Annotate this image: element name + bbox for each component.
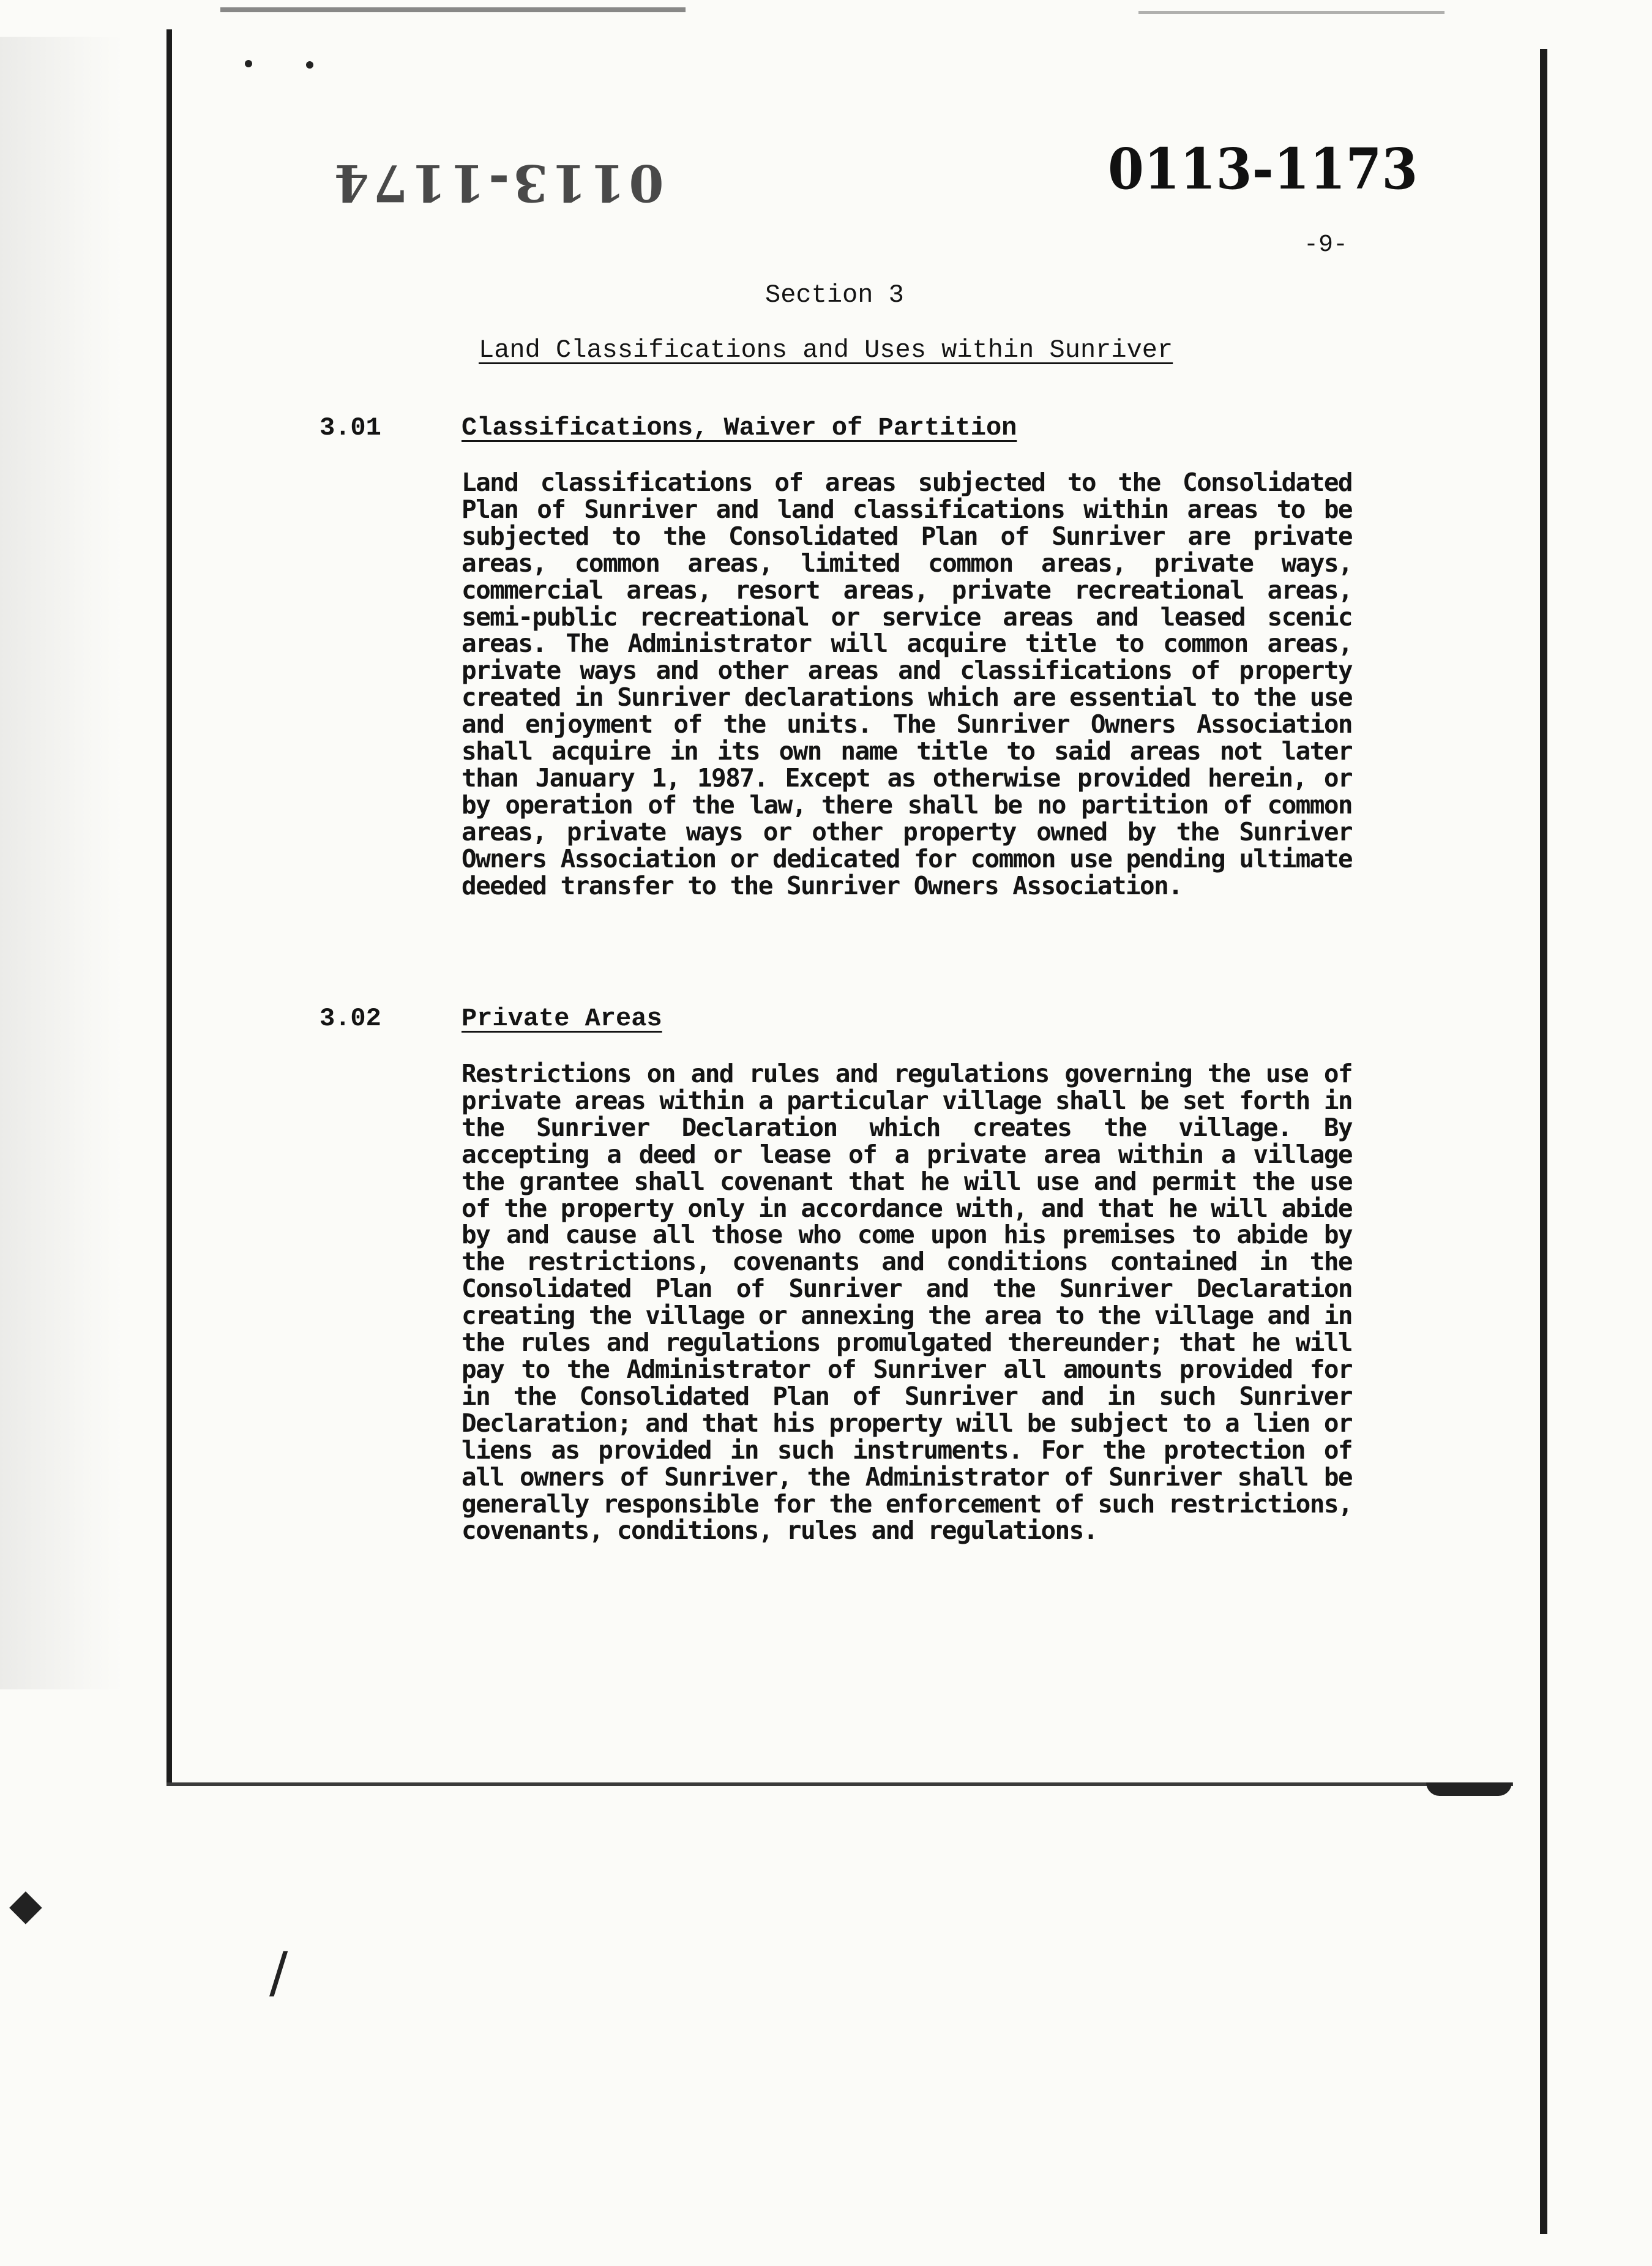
scan-mark: ◆ [9, 1879, 42, 1929]
subsection-body: Restrictions on and rules and regulations governing the use of private areas within a particular village shall be set forth in the Sunriver Declaration which creates the village. By accepting a deed or lease of a private area within a village the grantee shall covenant that he will use and permit the use of the property only in accordance with, and that he will abide by and cause all those who come upon his premises to abide by the restrictions, covenants and conditions contained in the Consolidated Plan of Sunriver and the Sunriver Declaration creating the village or annexing the area to the village and in the rules and regulations promulgated thereunder; that he will pay to the Administrator of Sunriver all amounts provided for in the Consolidated Plan of Sunriver and in such Sunriver Declaration; and that his property will be subject to a lien or liens as provided in such instruments. For the protection of all owners of Sunriver, the Administrator of Sunriver shall be generally responsible for the enforcement of such restrictions, covenants, conditions, rules and regulations. [462, 1059, 1352, 1546]
section-heading: Land Classifications and Uses within Sunriver [479, 335, 1173, 365]
subsection-body: Land classifications of areas subjected to the Consolidated Plan of Sunriver and land classifications within areas to be subjected to the Consolidated Plan of Sunriver are private areas, common areas, limited common areas, private ways, commercial areas, resort areas, private recreational areas, semi-public recreational or service areas and leased scenic areas. The Administrator will acquire title to common areas, private ways and other areas and classifications of property created in Sunriver declarations which are essential to the use and enjoyment of the units. The Sunriver Owners Association shall acquire in its own name title to said areas not later than January 1, 1987. Except as otherwise provided herein, or by operation of the law, there shall be no partition of common areas, private ways or other property owned by the Sunriver Owners Association or dedicated for common use pending ultimate deeded transfer to the Sunriver Owners Association. [462, 468, 1352, 900]
subsection-number: 3.01 [320, 413, 381, 443]
punch-dot [306, 61, 313, 69]
section-title: Section 3 [765, 280, 904, 310]
page-edge-left [166, 29, 172, 1786]
stray-mark: / [269, 1940, 288, 2005]
page-edge-right [1540, 49, 1547, 2234]
page-edge-bottom [166, 1782, 1513, 1786]
scan-shadow [0, 37, 122, 1689]
punch-dot [245, 60, 252, 67]
document-number-stamp: 0113-1173 [1108, 136, 1418, 202]
scan-artifact-top-right [1138, 11, 1445, 14]
subsection-title: Classifications, Waiver of Partition [462, 413, 1017, 443]
page-number: -9- [1304, 231, 1348, 259]
subsection-number: 3.02 [320, 1004, 381, 1033]
scan-artifact-corner [1426, 1782, 1512, 1796]
scan-artifact-top [220, 7, 686, 12]
mirrored-stamp: 0113-1174 [331, 153, 664, 212]
subsection-title: Private Areas [462, 1004, 662, 1033]
